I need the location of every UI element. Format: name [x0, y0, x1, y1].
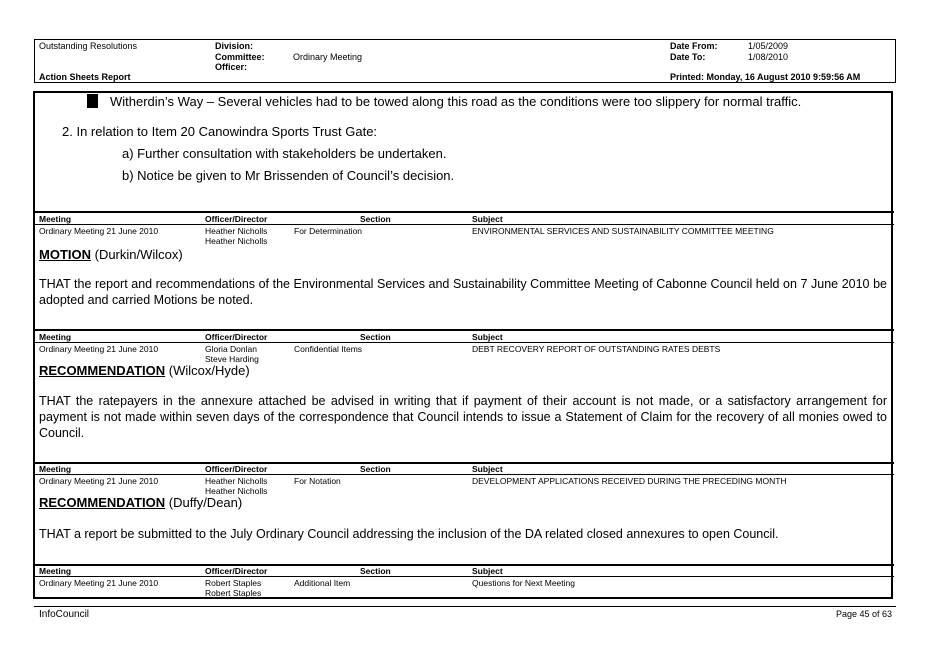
sub-item-a: a) Further consultation with stakeholders be undertaken.	[122, 146, 447, 161]
bullet-square-icon	[87, 94, 98, 108]
record-meeting: Ordinary Meeting 21 June 2010	[39, 578, 159, 588]
record-text: THAT the report and recommendations of the Environmental Services and Sustainability Committee Meeting of Cabonne Council held on 7 June 2010 be adopted and carried Motions be noted.	[39, 277, 887, 307]
record-officer: Heather Nicholls	[205, 226, 268, 236]
date-to-label: Date To:	[670, 52, 706, 62]
report-title: Outstanding Resolutions	[39, 41, 138, 51]
committee-label: Committee:	[215, 52, 265, 62]
record-meeting: Ordinary Meeting 21 June 2010	[39, 476, 159, 486]
bullet-text: Witherdin’s Way – Several vehicles had to be towed along this road as the conditions were too slippery for normal traffic.	[110, 94, 802, 109]
record-heading: RECOMMENDATION (Wilcox/Hyde)	[39, 363, 250, 378]
record-meeting: Ordinary Meeting 21 June 2010	[39, 226, 159, 236]
footer-divider	[34, 606, 896, 607]
record-divider	[34, 564, 894, 566]
record-director: Heather Nicholls	[205, 236, 268, 246]
col-officer: Officer/Director	[205, 464, 268, 474]
col-section: Section	[360, 332, 391, 342]
record-section: For Determination	[294, 226, 363, 236]
committee-value: Ordinary Meeting	[293, 52, 363, 62]
col-section: Section	[360, 464, 391, 474]
col-meeting: Meeting	[39, 332, 72, 342]
col-section: Section	[360, 214, 391, 224]
footer-brand: InfoCouncil	[39, 609, 90, 620]
record-subject: DEBT RECOVERY REPORT OF OUTSTANDING RATES DEBTS	[472, 344, 721, 354]
col-meeting: Meeting	[39, 566, 72, 576]
officer-label: Officer:	[215, 62, 248, 72]
col-meeting: Meeting	[39, 464, 72, 474]
record-section: Confidential Items	[294, 344, 363, 354]
record-text: THAT a report be submitted to the July Ordinary Council addressing the inclusion of the DA related closed annexures to open Council.	[39, 527, 779, 541]
record-officer: Gloria Donlan	[205, 344, 257, 354]
record-meeting: Ordinary Meeting 21 June 2010	[39, 344, 159, 354]
col-subject: Subject	[472, 332, 503, 342]
col-officer: Officer/Director	[205, 214, 268, 224]
item-2-text: 2. In relation to Item 20 Canowindra Sports Trust Gate:	[62, 124, 378, 139]
record-officer: Heather Nicholls	[205, 476, 268, 486]
header-divider	[34, 82, 896, 83]
record-director: Heather Nicholls	[205, 486, 268, 496]
record-divider	[34, 211, 894, 213]
col-subject: Subject	[472, 566, 503, 576]
record-heading: RECOMMENDATION (Duffy/Dean)	[39, 495, 243, 510]
col-officer: Officer/Director	[205, 566, 268, 576]
col-officer: Officer/Director	[205, 332, 268, 342]
record-director: Steve Harding	[205, 354, 259, 364]
col-subject: Subject	[472, 214, 503, 224]
record-heading: MOTION (Durkin/Wilcox)	[39, 247, 183, 262]
record-subject: Questions for Next Meeting	[472, 578, 575, 588]
record-director: Robert Staples	[205, 588, 262, 598]
record-subject: DEVELOPMENT APPLICATIONS RECEIVED DURING THE PRECEDING MONTH	[472, 476, 787, 486]
sub-item-b: b) Notice be given to Mr Brissenden of Council’s decision.	[122, 168, 455, 183]
record-subject: ENVIRONMENTAL SERVICES AND SUSTAINABILITY COMMITTEE MEETING	[472, 226, 774, 236]
column-header-divider	[34, 342, 894, 343]
date-to-value: 1/08/2010	[748, 52, 789, 62]
column-header-divider	[34, 474, 894, 475]
col-meeting: Meeting	[39, 214, 72, 224]
record-divider	[34, 462, 894, 464]
column-header-divider	[34, 576, 894, 577]
date-from-value: 1/05/2009	[748, 41, 789, 51]
record-section: Additional Item	[294, 578, 351, 588]
col-section: Section	[360, 566, 391, 576]
col-subject: Subject	[472, 464, 503, 474]
page-number: Page 45 of 63	[836, 609, 893, 619]
record-divider	[34, 329, 894, 331]
printed-timestamp: Printed: Monday, 16 August 2010 9:59:56 AM	[670, 72, 861, 82]
record-section: For Notation	[294, 476, 341, 486]
date-from-label: Date From:	[670, 41, 718, 51]
column-header-divider	[34, 224, 894, 225]
division-label: Division:	[215, 41, 254, 51]
report-name: Action Sheets Report	[39, 72, 131, 82]
record-officer: Robert Staples	[205, 578, 262, 588]
record-text: THAT the ratepayers in the annexure attached be advised in writing that if payment of their account is not made, or a satisfactory arrangement for payment is not made within seven days of the correspondence that Council intends to issue a Statement of Claim for the recovery of all monies owed to Council.	[39, 394, 887, 440]
